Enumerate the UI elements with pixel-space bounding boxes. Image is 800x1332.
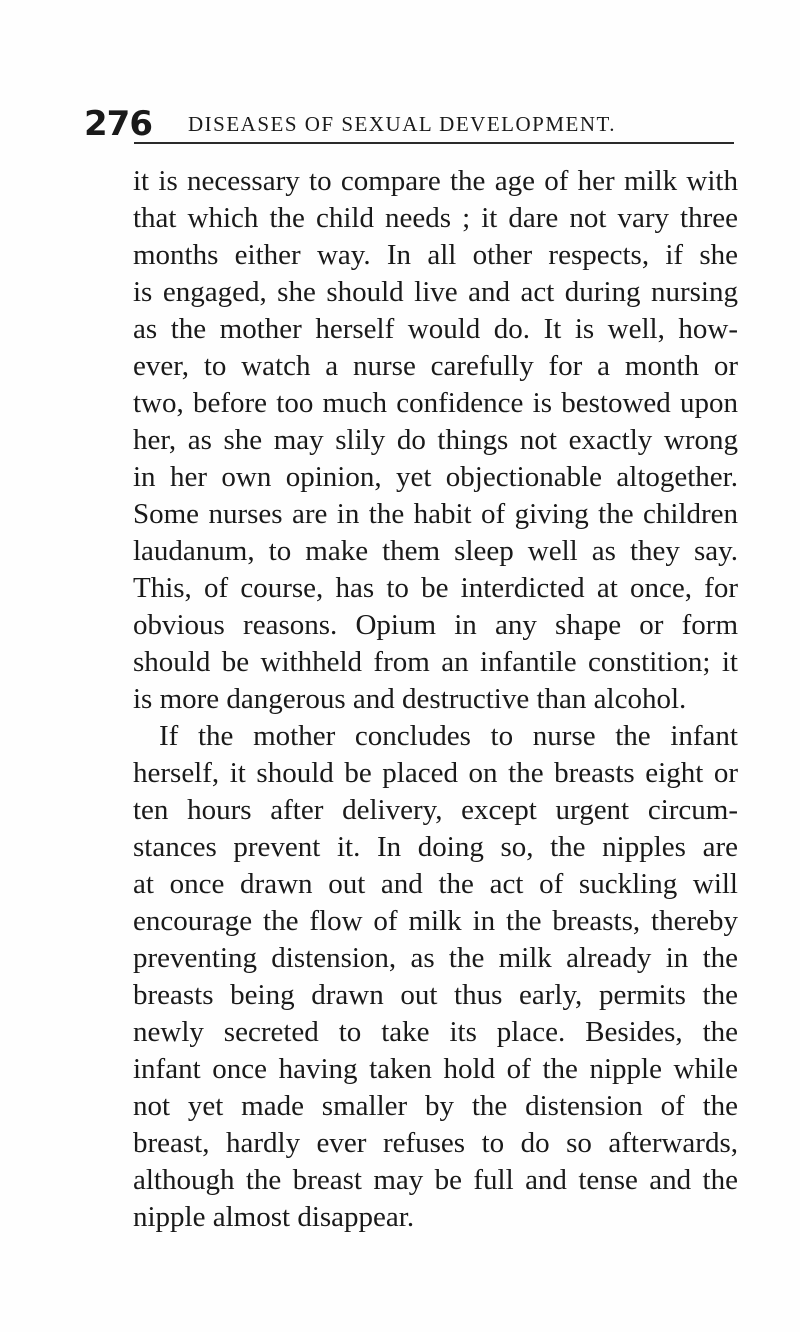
text-line: infant once having taken hold of the nipple while [133,1053,738,1085]
text-line: it is necessary to compare the age of her milk with [133,165,738,197]
text-line: herself, it should be placed on the breasts eight or [133,757,738,789]
text-line: should be withheld from an infantile constition; it [133,646,738,678]
text-line: as the mother herself would do. It is well, how- [133,313,738,345]
page-header [84,104,734,144]
body-text [133,163,738,1236]
text-line: breasts being drawn out thus early, permits the [133,979,738,1011]
text-line: is more dangerous and destructive than alcohol. [133,683,687,715]
text-line: newly secreted to take its place. Besides, the [133,1016,738,1048]
text-line: This, of course, has to be interdicted at once, for [133,572,738,604]
text-line: that which the child needs ; it dare not vary three [133,202,738,234]
text-line: months either way. In all other respects, if she [133,239,738,271]
text-line: obvious reasons. Opium in any shape or form [133,609,738,641]
text-line: not yet made smaller by the distension of the [133,1090,738,1122]
text-line: breast, hardly ever refuses to do so afterwards, [133,1127,738,1159]
text-line: at once drawn out and the act of suckling will [133,868,738,900]
text-line: is engaged, she should live and act during nursing [133,276,738,308]
text-line: preventing distension, as the milk already in the [133,942,738,974]
text-line: although the breast may be full and tense and the [133,1164,738,1196]
text-line: stances prevent it. In doing so, the nipples are [133,831,738,863]
running-head: DISEASES OF SEXUAL DEVELOPMENT. [188,112,617,136]
text-line: ten hours after delivery, except urgent circum- [133,794,738,826]
header-rule [134,142,734,144]
text-line: ever, to watch a nurse carefully for a month or [133,350,738,382]
text-line: her, as she may slily do things not exactly wrong [133,424,738,456]
text-line: Some nurses are in the habit of giving the children [133,498,738,530]
text-line: nipple almost disappear. [133,1201,415,1233]
paragraph-start-line: If the mother concludes to nurse the infant [159,720,738,752]
page-number: 276 [84,104,152,144]
text-line: encourage the flow of milk in the breasts, thereby [133,905,738,937]
text-line: two, before too much confidence is bestowed upon [133,387,738,419]
text-line: laudanum, to make them sleep well as they say. [133,535,738,567]
text-line: in her own opinion, yet objectionable altogether. [133,461,738,493]
